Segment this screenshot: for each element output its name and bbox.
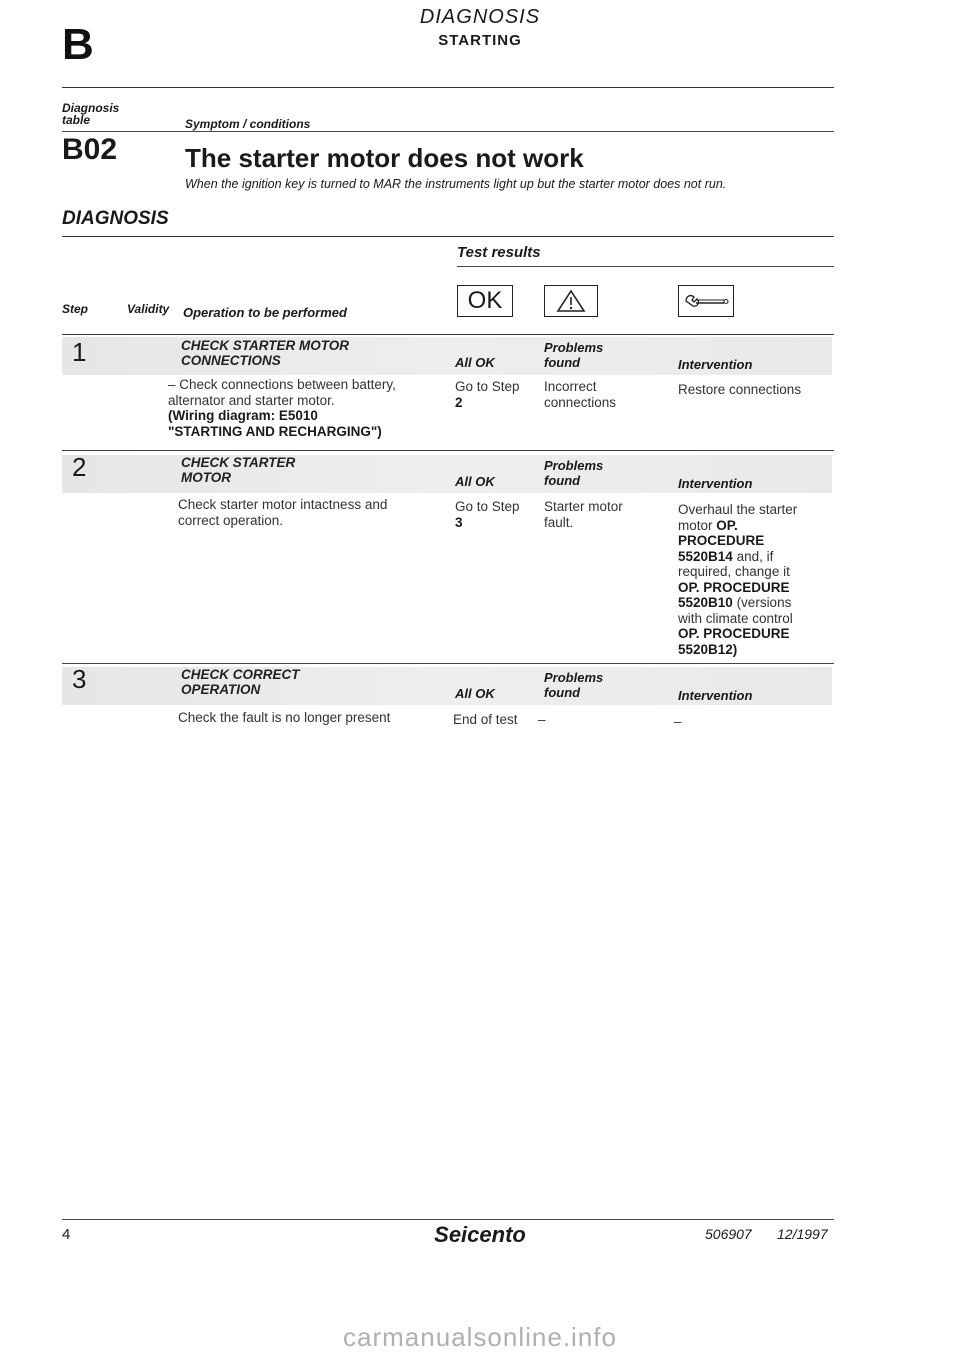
document-date: 12/1997: [777, 1226, 828, 1242]
warning-triangle-icon: [544, 285, 598, 317]
ok-icon: OK: [457, 285, 513, 317]
col-step: Step: [62, 302, 89, 316]
col-validity: Validity: [127, 302, 170, 316]
step-2-problems-line1: Starter motor: [544, 499, 623, 514]
step-3-number: 3: [72, 664, 87, 694]
problems-header-line1: Problems: [544, 458, 604, 473]
step-3-allok: End of test: [453, 712, 518, 727]
page-subtitle: STARTING: [438, 32, 522, 49]
step-3-operation: Check the fault is no longer present: [178, 710, 391, 725]
step-2-allok-step: 3: [455, 514, 463, 530]
symptom-description: When the ignition key is turned to MAR the instruments light up but the starter motor does not run.: [185, 177, 727, 191]
problems-header-line2: found: [544, 355, 581, 370]
step-2-op-line2: correct operation.: [178, 512, 284, 528]
step-2-op-line1: Check starter motor intactness and: [178, 497, 388, 512]
section-letter: B: [62, 20, 94, 69]
step-2-operation: [178, 497, 443, 528]
page-title: DIAGNOSIS: [419, 6, 541, 28]
step-3-intervention-header: Intervention: [678, 688, 753, 703]
diagnosis-label-line1: Diagnosis: [62, 101, 120, 115]
problems-header-line2: found: [544, 473, 581, 488]
step-1-problems-line1: Incorrect: [544, 379, 597, 394]
step-1-check-line2: CONNECTIONS: [181, 353, 281, 368]
symptom-rule: [62, 131, 834, 132]
column-header-rule: [62, 334, 834, 335]
step-1-allok-header: All OK: [455, 355, 495, 370]
footer-rule: [62, 1219, 834, 1220]
step-3-allok-header: All OK: [455, 686, 495, 701]
step-1-number: 1: [72, 337, 87, 367]
step-1-allok: [455, 379, 520, 410]
step-1-op-bold2: "STARTING AND RECHARGING"): [168, 423, 382, 439]
watermark: carmanualsonline.info: [343, 1322, 617, 1352]
step-2-int-l1: Overhaul the starter: [678, 502, 798, 517]
wrench-icon: [678, 285, 734, 317]
page-number: 4: [62, 1226, 71, 1243]
step-1-op-line1: – Check connections between battery,: [168, 377, 396, 392]
step-2-int-l2: [678, 518, 828, 534]
step-2-int-l6: OP. PROCEDURE: [678, 579, 790, 595]
step-2-problems-line2: fault.: [544, 514, 574, 530]
step-1-op-line2: alternator and starter motor.: [168, 392, 335, 408]
symptom-title: The starter motor does not work: [185, 143, 584, 173]
step-2-intervention-header: Intervention: [678, 476, 753, 491]
step-2-int-l7a: 5520B10: [678, 595, 733, 610]
step-1-check-title: [181, 338, 349, 368]
step-2-allok: [455, 499, 520, 530]
step-3-problems-header: [544, 670, 603, 700]
step-2-check-line1: CHECK STARTER: [181, 455, 296, 470]
step-3-intervention: –: [674, 714, 682, 729]
diagnosis-code: B02: [62, 133, 118, 166]
step-2-intervention: [678, 502, 828, 657]
test-results-rule: [457, 266, 834, 267]
step-3-check-line1: CHECK CORRECT: [181, 667, 300, 682]
problems-header-line2: found: [544, 685, 581, 700]
diagnosis-label-line2: table: [62, 113, 91, 127]
step-1-check-line1: CHECK STARTER MOTOR: [181, 338, 350, 353]
step-2-int-l7b: (versions: [732, 595, 792, 610]
test-results-label: Test results: [457, 244, 541, 261]
step-2-rule: [62, 450, 834, 451]
step-3-check-line2: OPERATION: [181, 682, 261, 697]
step-1-problems-line2: connections: [544, 394, 617, 410]
step-1-operation: [168, 377, 443, 439]
step-3-check-title: [181, 667, 300, 697]
step-2-int-l5: required, change it: [678, 564, 790, 579]
problems-header-line1: Problems: [544, 340, 604, 355]
diagnosis-table-label: [62, 102, 119, 126]
step-2-int-l2b: OP.: [716, 517, 738, 533]
step-1-op-bold1: (Wiring diagram: E5010: [168, 408, 318, 423]
brand-logo: Seicento: [434, 1222, 526, 1247]
step-2-number: 2: [72, 452, 87, 482]
diagnosis-rule: [62, 236, 834, 237]
step-2-int-l10: 5520B12): [678, 641, 738, 657]
step-1-intervention: Restore connections: [678, 382, 802, 397]
col-operation: Operation to be performed: [183, 305, 347, 320]
step-2-int-l9: OP. PROCEDURE: [678, 626, 790, 641]
step-2-problems: [544, 499, 623, 530]
diagnosis-heading: DIAGNOSIS: [62, 208, 169, 229]
step-2-int-l4a: 5520B14: [678, 548, 733, 564]
step-1-allok-step: 2: [455, 394, 463, 410]
step-1-allok-line1: Go to Step: [455, 379, 520, 394]
step-2-int-l8: with climate control: [678, 610, 793, 626]
step-2-int-l4b: and, if: [732, 548, 774, 564]
step-2-allok-header: All OK: [455, 474, 495, 489]
step-3-problems: –: [538, 712, 546, 727]
symptom-label: Symptom / conditions: [185, 117, 311, 131]
step-1-problems: [544, 379, 616, 410]
step-2-allok-line1: Go to Step: [455, 499, 520, 514]
step-1-intervention-header: Intervention: [678, 357, 753, 372]
step-2-check-title: [181, 455, 295, 485]
document-ref: 506907: [705, 1226, 752, 1242]
step-2-problems-header: [544, 458, 603, 488]
step-2-int-l2a: motor: [678, 517, 717, 533]
step-1-problems-header: [544, 340, 603, 370]
header-rule: [62, 87, 834, 88]
step-2-int-l4: [678, 549, 828, 565]
step-2-int-l3: PROCEDURE: [678, 533, 765, 548]
problems-header-line1: Problems: [544, 670, 604, 685]
step-2-check-line2: MOTOR: [181, 470, 231, 485]
step-2-int-l7: [678, 595, 828, 611]
step-3-rule: [62, 663, 834, 664]
